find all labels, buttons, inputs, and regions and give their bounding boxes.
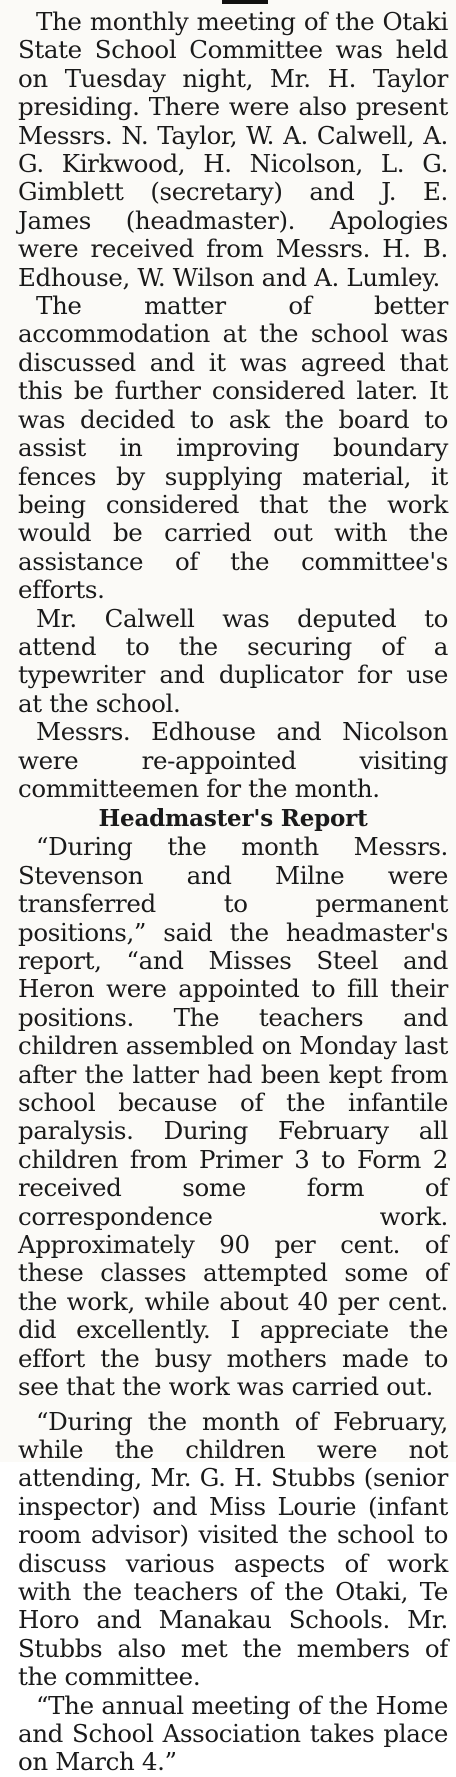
paragraph-report-staff-changes: “During the month Messrs. Stevenson and Milne were transferred to permanent positions,” said the headmaster's report, “and Misses Steel and Heron were appointed to fill their positions. The teachers and children assembled on Monday last after the latter had been kept from school because of the infantile paralysis. During February all children from Primer 3 to Form 2 received some form of correspondence work. Approximately 90 per cent. of these classes attempted some of the work, while about 40 per cent. did excellently. I appreciate the effort the busy mothers made to see that the work was carried out. bbox=[18, 832, 448, 1402]
paragraph-report-inspector-visit: “During the month of February, while the children were not attending, Mr. G. H. Stubbs (senior inspector) and Miss Lourie (infant room advisor) visited the school to discuss various aspects of work with the teachers of the Otaki, Te Horo and Manakau Schools. Mr. Stubbs also met the members of the committee. bbox=[18, 1406, 448, 1692]
subheading-headmasters-report: Headmaster's Report bbox=[98, 805, 368, 833]
paragraph-visiting-committeemen: Messrs. Edhouse and Nicolson were re-appointed visiting committeemen for the month. bbox=[18, 717, 448, 803]
paragraph-report-annual-meeting: “The annual meeting of the Home and School Association takes place on March 4.” bbox=[18, 1690, 448, 1777]
paragraph-meeting-attendance: The monthly meeting of the Otaki State School Committee was held on Tuesday night, Mr. H. Taylor presiding. There were also present Messrs. N. Taylor, W. A. Calwell, A. G. Kirkwood, H. Nicolson, L. G. Gimblett (secretary) and J. E. James (headmaster). Apologies were received from Messrs. H. B. Edhouse, W. Wilson and A. Lumley. bbox=[18, 7, 448, 292]
paragraph-accommodation: The matter of better accommodation at the school was discussed and it was agreed that this be further considered later. It was decided to ask the board to assist in improving boundary fences by supplying material, it being considered that the work would be carried out with the assistance of the committee's efforts. bbox=[18, 291, 448, 605]
article-body bbox=[18, 8, 448, 1777]
paragraph-typewriter: Mr. Calwell was deputed to attend to the securing of a typewriter and duplicator for use at the school. bbox=[18, 603, 448, 718]
column-top-rule bbox=[222, 0, 268, 4]
